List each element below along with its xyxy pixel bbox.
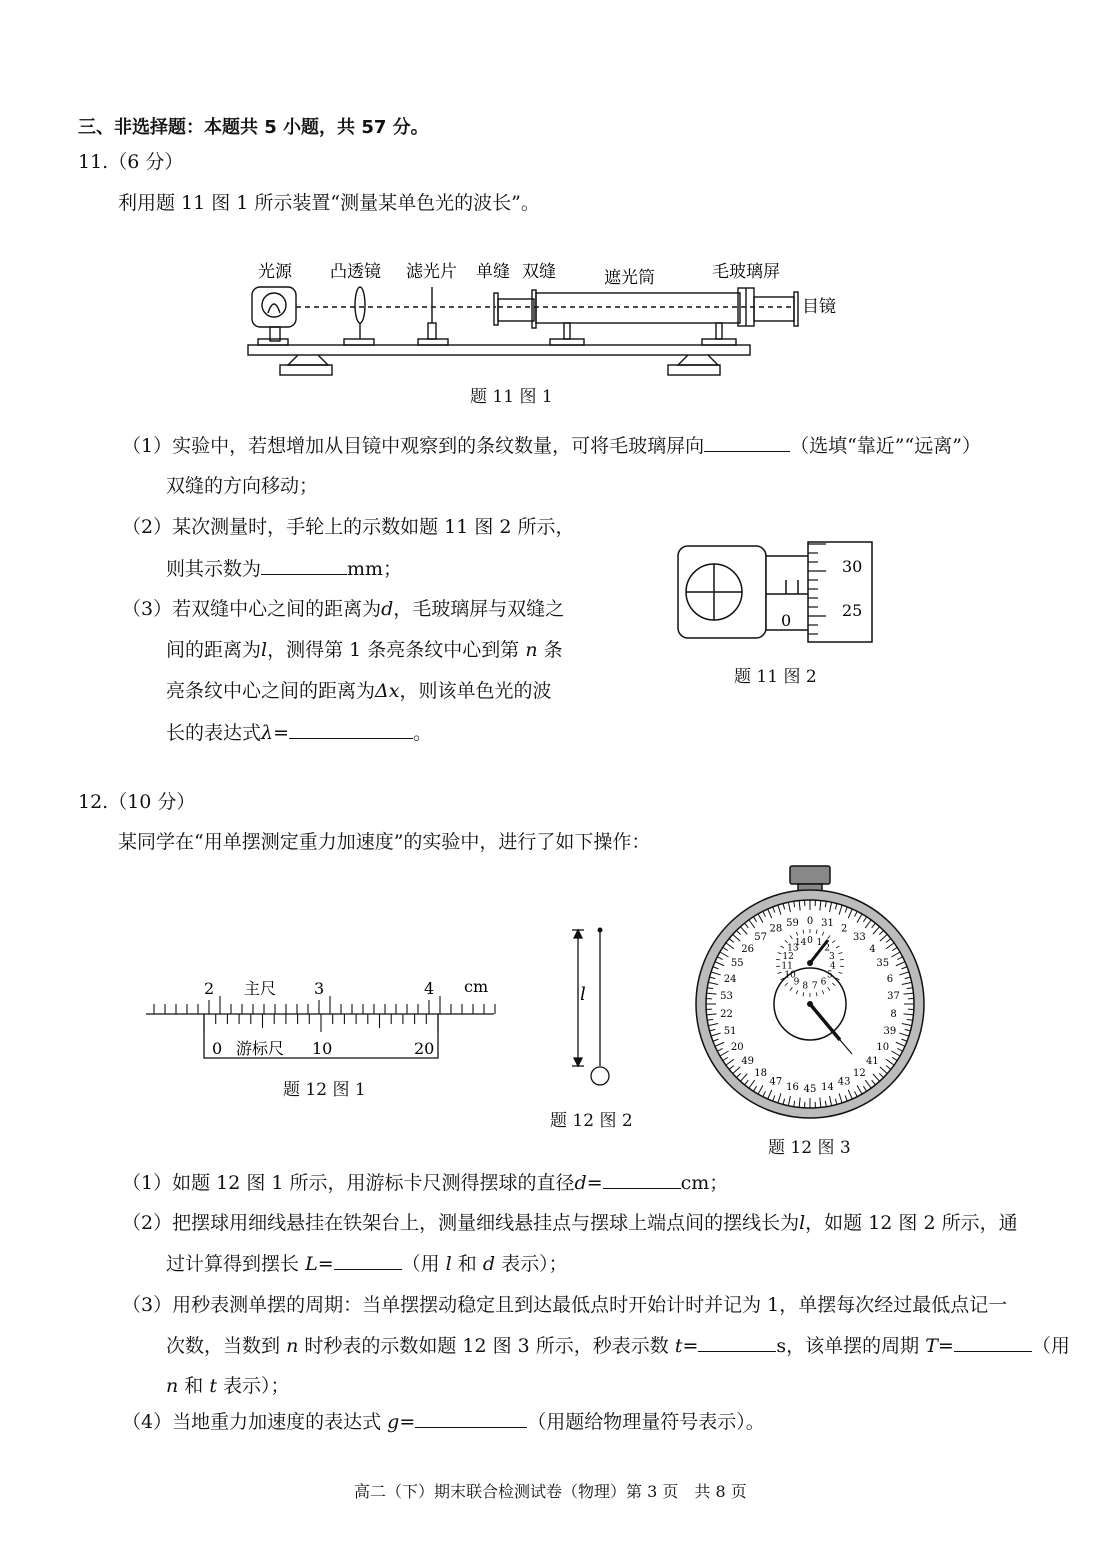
- stopwatch-outer-label: 22: [720, 1008, 733, 1020]
- stopwatch-outer-label: 45: [803, 1084, 817, 1095]
- answer-blank-q12-3a[interactable]: [698, 1333, 776, 1352]
- stopwatch-outer-label: 55: [730, 958, 744, 969]
- q12-fig2-caption: 题 12 图 2: [550, 1111, 633, 1131]
- stopwatch-outer-label: 35: [876, 958, 890, 969]
- q11-part3-line2: 间的距离为l，测得第 1 条亮条纹中心到第 n 条: [166, 639, 563, 661]
- stopwatch-outer-label: 59: [786, 917, 799, 929]
- stopwatch-inner-label: 6: [820, 977, 827, 988]
- answer-blank-q12-4[interactable]: [415, 1409, 527, 1428]
- answer-blank-q11-2[interactable]: [261, 556, 347, 575]
- label-screen: 毛玻璃屏: [712, 262, 780, 282]
- q12-part4: （4）当地重力加速度的表达式 g= （用题给物理量符号表示）。: [122, 1411, 765, 1433]
- section-header: 三、非选择题：本题共 5 小题，共 57 分。: [78, 117, 429, 138]
- q11-fig1-apparatus: [240, 255, 850, 385]
- stopwatch-outer-label: 16: [786, 1082, 799, 1094]
- q11-fig1-caption: 题 11 图 1: [470, 387, 553, 407]
- stopwatch-inner-label: 10: [784, 970, 796, 981]
- stopwatch-outer-label: 10: [876, 1042, 890, 1053]
- stopwatch-inner-label: 5: [827, 970, 833, 981]
- main-scale-unit: cm: [464, 977, 489, 996]
- main-scale-label: 主尺: [244, 979, 277, 998]
- stopwatch-inner-label: 2: [824, 943, 830, 954]
- q12-part3-line1: （3）用秒表测单摆的周期：当单摆摆动稳定且到达最低点时开始计时并记为 1，单摆每次经过最低点记一: [122, 1294, 1008, 1316]
- q12-part3-line2: 次数，当数到 n 时秒表的示数如题 12 图 3 所示，秒表示数 t= s，该单摆的周期 T= （用: [166, 1335, 1070, 1357]
- q12-part2-line1: （2）把摆球用细线悬挂在铁架台上，测量细线悬挂点与摆球上端点间的摆线长为l，如题 12 图 2 所示，通: [122, 1212, 1018, 1234]
- q11-part3-line3: 亮条纹中心之间的距离为Δx，则该单色光的波: [166, 680, 552, 702]
- q12-fig1-caption: 题 12 图 1: [283, 1080, 366, 1100]
- vernier-tick-20: 20: [414, 1039, 435, 1058]
- stopwatch-outer-label: 12: [853, 1067, 866, 1079]
- q11-number: 11.（6 分）: [78, 151, 184, 173]
- q12-part1: （1）如题 12 图 1 所示，用游标卡尺测得摆球的直径d= cm；: [122, 1172, 729, 1194]
- stopwatch-outer-label: 49: [741, 1056, 754, 1068]
- pendulum-length-label: l: [580, 984, 586, 1005]
- q11-part2-line2: 则其示数为 mm；: [166, 558, 403, 580]
- micrometer-zero: 0: [781, 611, 792, 630]
- label-single-slit: 单缝: [476, 262, 510, 282]
- q12-intro: 某同学在“用单摆测定重力加速度”的实验中，进行了如下操作：: [118, 831, 651, 853]
- stopwatch-inner-label: 4: [830, 961, 836, 972]
- answer-blank-q11-3[interactable]: [289, 720, 413, 739]
- q12-fig3-caption: 题 12 图 3: [768, 1138, 851, 1158]
- q12-fig2-pendulum: [566, 922, 616, 1090]
- q12-part2-line2: 过计算得到摆长 L= （用 l 和 d 表示）；: [166, 1253, 568, 1275]
- label-eyepiece: 目镜: [802, 297, 836, 317]
- answer-blank-q12-1[interactable]: [603, 1170, 681, 1189]
- stopwatch-outer-label: 41: [866, 1056, 879, 1068]
- stopwatch-outer-label: 18: [754, 1067, 767, 1079]
- stopwatch-inner-label: 12: [782, 951, 794, 962]
- stopwatch-outer-label: 28: [769, 923, 783, 935]
- vernier-tick-10: 10: [312, 1039, 333, 1058]
- main-tick-3: 3: [314, 979, 325, 998]
- micrometer-scale-25: 25: [842, 601, 863, 620]
- stopwatch-outer-label: 31: [821, 917, 834, 929]
- main-tick-4: 4: [424, 979, 435, 998]
- stopwatch-outer-label: 0: [806, 916, 814, 927]
- label-hood: 遮光筒: [604, 268, 655, 288]
- stopwatch-outer-label: 2: [840, 923, 848, 935]
- stopwatch-inner-label: 14: [794, 937, 807, 948]
- stopwatch-inner-label: 8: [802, 981, 809, 992]
- stopwatch-outer-label: 33: [853, 932, 866, 944]
- q12-part3-line3: n 和 t 表示）；: [166, 1375, 290, 1397]
- answer-blank-q12-2[interactable]: [334, 1251, 402, 1270]
- stopwatch-outer-label: 53: [720, 991, 733, 1003]
- stopwatch-outer-label: 43: [837, 1076, 851, 1088]
- stopwatch-inner-label: 0: [807, 936, 813, 946]
- label-convex-lens: 凸透镜: [330, 262, 381, 282]
- stopwatch-inner-label: 11: [781, 961, 793, 972]
- vernier-tick-0: 0: [212, 1039, 223, 1058]
- q12-fig1-vernier: [140, 974, 500, 1064]
- q11-intro: 利用题 11 图 1 所示装置“测量某单色光的波长”。: [118, 192, 540, 214]
- stopwatch-outer-label: 47: [769, 1076, 783, 1088]
- stopwatch-outer-label: 26: [741, 943, 754, 955]
- stopwatch-inner-label: 9: [793, 977, 800, 988]
- q11-part2-line1: （2）某次测量时，手轮上的示数如题 11 图 2 所示，: [122, 516, 575, 538]
- answer-blank-q12-3b[interactable]: [954, 1333, 1032, 1352]
- q11-fig2-micrometer: [676, 534, 876, 646]
- micrometer-scale-30: 30: [842, 557, 863, 576]
- stopwatch-outer-label: 4: [869, 943, 876, 955]
- main-tick-2: 2: [204, 979, 215, 998]
- stopwatch-outer-label: 57: [754, 932, 767, 944]
- stopwatch-outer-label: 8: [890, 1008, 897, 1020]
- vernier-label: 游标尺: [236, 1039, 285, 1058]
- stopwatch-outer-label: 51: [723, 1025, 737, 1037]
- stopwatch-outer-label: 37: [887, 991, 900, 1003]
- stopwatch-inner-label: 3: [829, 951, 835, 962]
- q11-part3-line1: （3）若双缝中心之间的距离为d，毛玻璃屏与双缝之: [122, 598, 565, 620]
- label-double-slit: 双缝: [522, 262, 556, 282]
- stopwatch-inner-label: 7: [811, 981, 818, 992]
- stopwatch-outer-label: 6: [886, 974, 894, 986]
- q12-number: 12.（10 分）: [78, 791, 196, 813]
- stopwatch-inner-label: 1: [816, 937, 823, 948]
- stopwatch-inner-label: 13: [787, 943, 799, 954]
- q12-fig3-stopwatch: [690, 862, 930, 1124]
- label-light-source: 光源: [258, 262, 292, 282]
- stopwatch-outer-label: 14: [821, 1082, 834, 1094]
- stopwatch-outer-label: 39: [883, 1025, 897, 1037]
- q11-fig2-caption: 题 11 图 2: [734, 667, 817, 687]
- stopwatch-outer-label: 20: [730, 1042, 744, 1053]
- label-filter: 滤光片: [406, 262, 457, 282]
- stopwatch-outer-label: 24: [723, 974, 737, 986]
- q11-part3-line4: 长的表达式λ= 。: [166, 722, 432, 744]
- q11-part1-line1: （1）实验中，若想增加从目镜中观察到的条纹数量，可将毛玻璃屏向 （选填“靠近”“远离”）: [122, 435, 981, 457]
- page-footer: 高二（下）期末联合检测试卷（物理）第 3 页 共 8 页: [354, 1482, 747, 1501]
- answer-blank-q11-1[interactable]: [704, 433, 790, 452]
- q11-part1-line2: 双缝的方向移动；: [166, 475, 319, 497]
